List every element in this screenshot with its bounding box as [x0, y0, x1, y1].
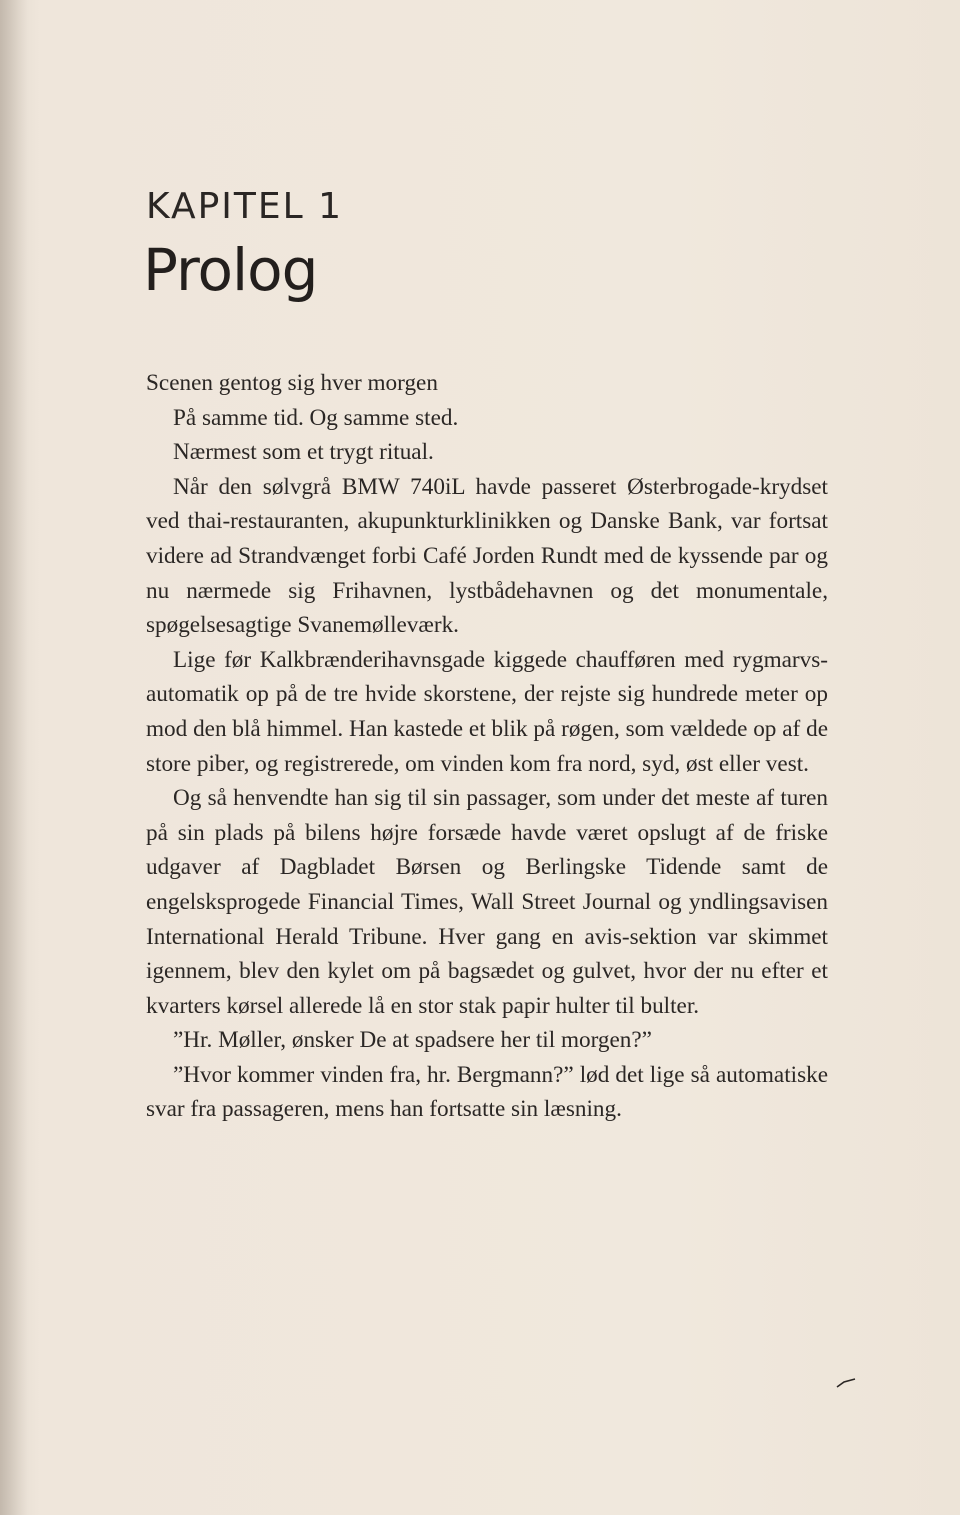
spine-shadow	[0, 0, 28, 1515]
paragraph: Scenen gentog sig hver morgen	[146, 370, 438, 396]
paragraph: Nærmest som et trygt ritual.	[173, 439, 434, 466]
paragraph: Lige før Kalkbrænderihavnsgade kiggede chaufføren med rygmarvs-automatik op på de tre hvide skorstene, der rejste sig hundrede meter op mod den blå himmel. Han kastede et blik på røgen, som vældede op af de store piber, og registrerede, om vinden kom fra nord, syd, øst eller vest.	[146, 646, 828, 777]
paragraph: Når den sølvgrå BMW 740iL havde passeret Østerbrogade-krydset ved thai-restauranten, akupunkturklinikken og Danske Bank, var fortsat videre ad Strandvænget forbi Café Jorden Rundt med de kyssende par og nu nærmede sig Frihavnen, lystbådehavnen og det monumentale, spøgelsesagtige Svanemølleværk.	[146, 473, 828, 639]
paragraph: ”Hr. Møller, ønsker De at spadsere her til morgen?”	[173, 1027, 652, 1054]
chapter-body	[146, 366, 828, 1127]
pencil-mark-icon	[836, 1378, 856, 1388]
chapter-title: Prolog	[143, 236, 318, 304]
paragraph: ”Hvor kommer vinden fra, hr. Bergmann?” lød det lige så automatiske svar fra passageren, mens han fortsatte sin læsning.	[146, 1061, 828, 1123]
chapter-label: KAPITEL 1	[146, 186, 344, 227]
paragraph: Og så henvendte han sig til sin passager, som under det meste af turen på sin plads på bilens højre forsæde havde været opslugt af de friske udgaver af Dagbladet Børsen og Berlingske Tidende samt de engelsksprogede Financial Times, Wall Street Journal og yndlingsavisen International Herald Tribune. Hver gang en avis-sektion var skimmet igennem, blev den kylet om på bagsædet og gulvet, hvor der nu efter et kvarters kørsel allerede lå en stor stak papir hulter til bulter.	[146, 785, 828, 1019]
paragraph: På samme tid. Og samme sted.	[173, 404, 459, 431]
